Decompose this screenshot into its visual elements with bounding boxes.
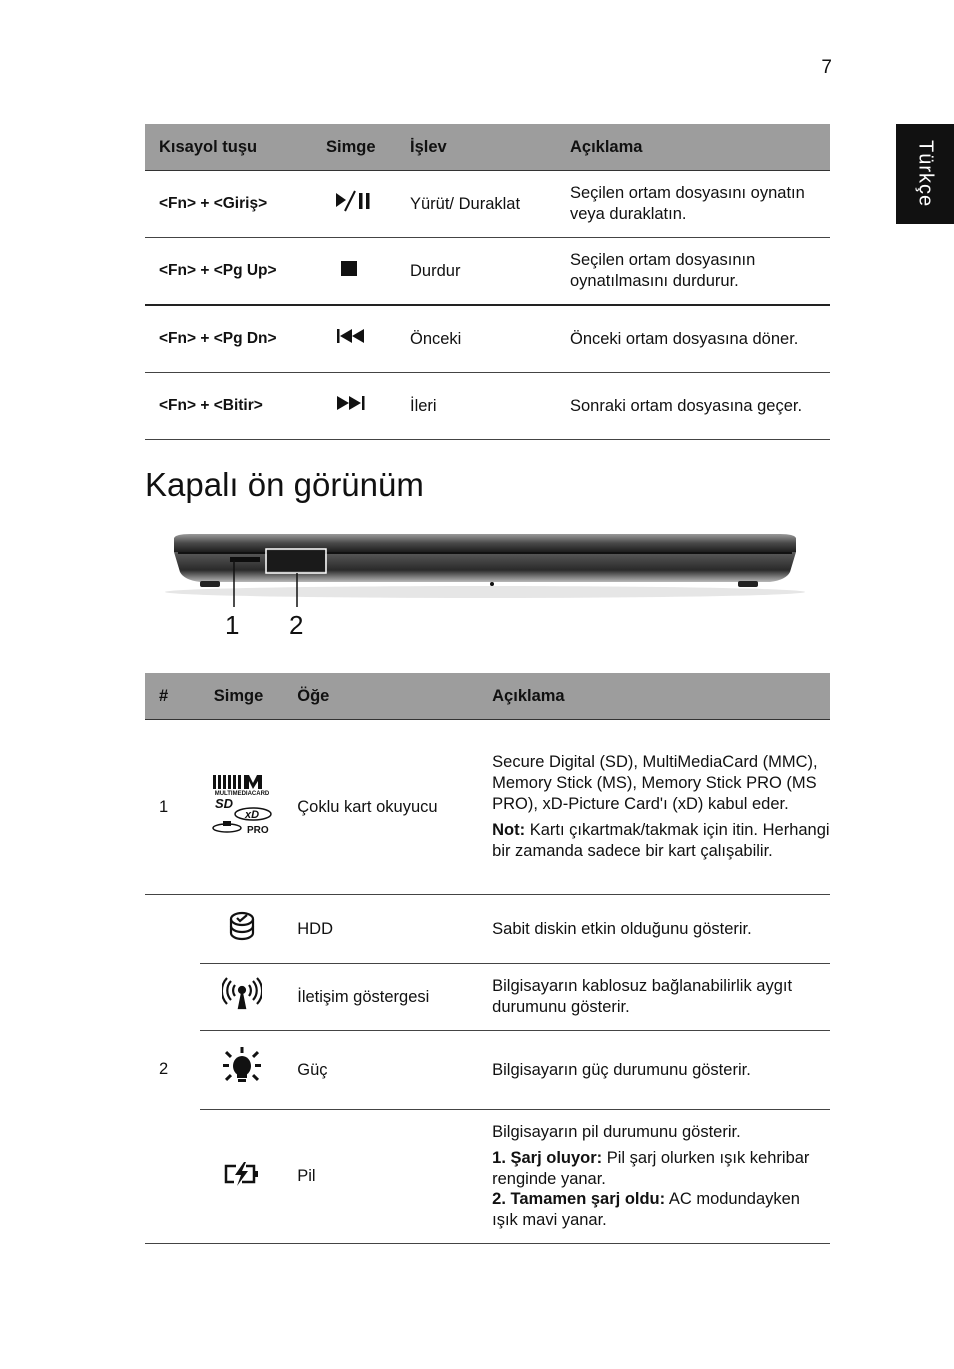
shortcut-key: <Fn> + <Pg Dn> — [145, 305, 312, 373]
wireless-icon — [200, 964, 283, 1031]
xd-logo-text: xD — [244, 809, 259, 822]
previous-icon — [312, 305, 396, 373]
header-description: Açıklama — [478, 673, 830, 720]
table-row — [145, 895, 830, 964]
header-icon: Simge — [312, 124, 396, 171]
full-text: AC modundayken ışık mavi yanar. — [492, 1190, 800, 1230]
note-label: Not: — [492, 820, 526, 839]
shortcut-key: <Fn> + <Pg Up> — [145, 238, 312, 306]
full-label: 2. Tamamen şarj oldu: — [492, 1190, 666, 1209]
header-description: Açıklama — [556, 124, 830, 171]
front-view-table — [145, 673, 830, 1244]
page-number: 7 — [821, 57, 832, 78]
charging-text: Pil şarj olurken ışık kehribar renginde yanar. — [492, 1148, 810, 1188]
table-row — [145, 964, 830, 1031]
table-row — [145, 373, 830, 440]
shortcut-function: Durdur — [396, 238, 556, 306]
table-row — [145, 1110, 830, 1244]
header-item: Öğe — [283, 673, 478, 720]
section-title: Kapalı ön görünüm — [145, 466, 424, 503]
table-header-row — [145, 673, 830, 720]
stop-icon — [312, 238, 396, 306]
shortcut-key: <Fn> + <Bitir> — [145, 373, 312, 440]
shortcut-function: Yürüt/ Duraklat — [396, 171, 556, 238]
header-shortcut: Kısayol tuşu — [145, 124, 312, 171]
language-tab — [896, 124, 954, 224]
note-text: Kartı çıkartmak/takmak için itin. Herhangi bir zamanda sadece bir kart çalışabilir. — [492, 820, 830, 860]
shortcut-table — [145, 124, 830, 440]
item-description — [478, 1110, 830, 1244]
item-name: İletişim göstergesi — [283, 964, 478, 1031]
next-icon — [312, 373, 396, 440]
shortcut-function: İleri — [396, 373, 556, 440]
table-row — [145, 720, 830, 895]
hdd-icon — [200, 895, 283, 964]
item-description: Bilgisayarın güç durumunu gösterir. — [478, 1031, 830, 1110]
shortcut-description: Sonraki ortam dosyasına geçer. — [556, 373, 830, 440]
table-row — [145, 305, 830, 373]
table-header-row — [145, 124, 830, 171]
sd-logo-text: SD — [214, 796, 233, 812]
card-reader-desc: Secure Digital (SD), MultiMediaCard (MMC), Memory Stick (MS), Memory Stick PRO (MS PRO), xD-Picture Card'ı (xD) kabul eder. — [492, 753, 818, 814]
ms-pro-logo-text: PRO — [246, 825, 269, 837]
item-description: Sabit diskin etkin olduğunu gösterir. — [478, 895, 830, 964]
battery-desc: Bilgisayarın pil durumunu gösterir. — [492, 1122, 741, 1141]
mmc-logo-text: MULTIMEDIACARD — [214, 791, 269, 798]
memory-card-logos-icon — [200, 720, 283, 895]
callout-2: 2 — [289, 610, 304, 640]
battery-states — [492, 1148, 830, 1232]
power-light-icon — [200, 1031, 283, 1110]
table-row — [145, 171, 830, 238]
card-reader-note — [492, 820, 830, 862]
header-icon: Simge — [200, 673, 283, 720]
shortcut-key: <Fn> + <Giriş> — [145, 171, 312, 238]
laptop-front-illustration — [160, 530, 810, 660]
item-name: Çoklu kart okuyucu — [283, 720, 478, 895]
row-number: 2 — [145, 895, 200, 1244]
battery-icon — [200, 1110, 283, 1244]
item-name: Güç — [283, 1031, 478, 1110]
item-description — [478, 720, 830, 895]
table-row — [145, 1031, 830, 1110]
header-function: İşlev — [396, 124, 556, 171]
table-row — [145, 238, 830, 306]
row-number: 1 — [145, 720, 200, 895]
shortcut-description: Seçilen ortam dosyasını oynatın veya duraklatın. — [556, 171, 830, 238]
item-name: Pil — [283, 1110, 478, 1244]
item-name: HDD — [283, 895, 478, 964]
item-description: Bilgisayarın kablosuz bağlanabilirlik aygıt durumunu gösterir. — [478, 964, 830, 1031]
header-number: # — [145, 673, 200, 720]
shortcut-description: Seçilen ortam dosyasının oynatılmasını durdurur. — [556, 238, 830, 306]
play-pause-icon — [312, 171, 396, 238]
callout-1: 1 — [225, 610, 240, 640]
language-tab-label: Türkçe — [914, 140, 937, 208]
shortcut-function: Önceki — [396, 305, 556, 373]
shortcut-description: Önceki ortam dosyasına döner. — [556, 305, 830, 373]
charging-label: 1. Şarj oluyor: — [492, 1148, 603, 1167]
